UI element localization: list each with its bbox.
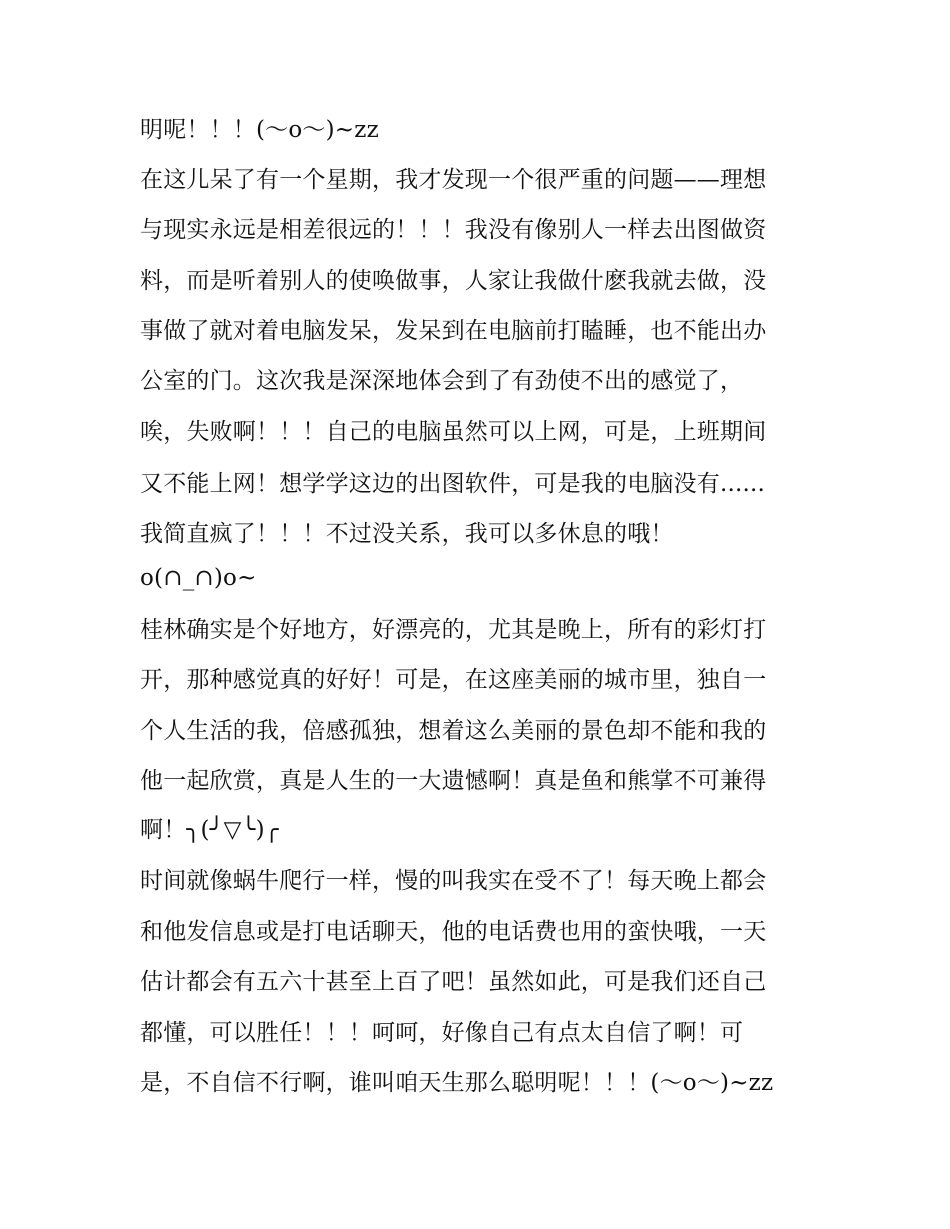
text-line: 啊！╮(╯▽╰)╭: [140, 817, 279, 843]
text-line: o(∩_∩)o~: [140, 565, 257, 591]
text-line: 在这儿呆了有一个星期，我才发现一个很严重的问题——理想: [140, 167, 767, 193]
text-line: 桂林确实是个好地方，好漂亮的，尤其是晚上，所有的彩灯打: [140, 617, 767, 643]
text-line: 唉，失败啊！！！自己的电脑虽然可以上网，可是，上班期间: [140, 419, 767, 445]
text-line: 个人生活的我，倍感孤独，想着这么美丽的景色却不能和我的: [140, 718, 767, 744]
text-line: 估计都会有五六十甚至上百了吧！虽然如此，可是我们还自己: [140, 969, 767, 995]
text-line: 与现实永远是相差很远的！！！我没有像别人一样去出图做资: [140, 217, 767, 243]
text-line: 明呢！！！(～o～)~zz: [140, 117, 379, 143]
text-line: 和他发信息或是打电话聊天，他的电话费也用的蛮快哦，一天: [140, 919, 767, 945]
text-line: 事做了就对着电脑发呆，发呆到在电脑前打瞌睡，也不能出办: [140, 318, 767, 344]
text-line: 公室的门。这次我是深深地体会到了有劲使不出的感觉了，: [140, 368, 744, 394]
text-line: 他一起欣赏，真是人生的一大遗憾啊！真是鱼和熊掌不可兼得: [140, 768, 767, 794]
text-line: 都懂，可以胜任！！！呵呵，好像自己有点太自信了啊！可: [140, 1020, 744, 1046]
text-line: 是，不自信不行啊，谁叫咱天生那么聪明呢！！！(～o～)~zz: [140, 1070, 774, 1096]
text-line: 我简直疯了！！！不过没关系，我可以多休息的哦！: [140, 521, 674, 547]
text-line: 开，那种感觉真的好好！可是，在这座美丽的城市里，独自一: [140, 667, 767, 693]
text-line: 又不能上网！想学学这边的出图软件，可是我的电脑没有......: [140, 471, 766, 497]
text-line: 料，而是听着别人的使唤做事，人家让我做什麽我就去做，没: [140, 268, 767, 294]
text-line: 时间就像蜗牛爬行一样，慢的叫我实在受不了！每天晚上都会: [140, 868, 767, 894]
